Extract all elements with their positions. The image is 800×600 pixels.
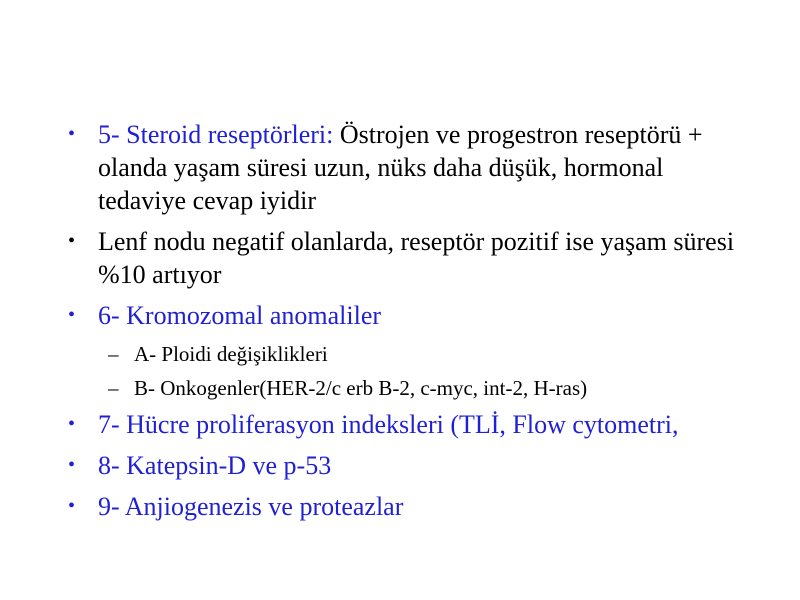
bullet-text: 8- Katepsin-D ve p-53 [98,451,332,480]
sub-item-oncogenes [64,374,754,402]
bullet-body-text: Östrojen ve progestron reseptörü + olanda yaşam süresi uzun, nüks daha düşük, hormonal tedaviye cevap iyidir [98,120,703,215]
bullet-text: 7- Hücre proliferasyon indeksleri (TLİ, Flow cytometri, [98,410,679,439]
sub-item-text: A- Ploidi değişiklikleri [134,342,328,366]
bullet-item-proliferation [64,408,754,441]
bullet-item-chromosomal [64,299,754,332]
dash-icon: – [108,342,119,366]
dash-icon: – [108,376,119,400]
bullet-icon: • [68,413,76,435]
bullet-item-lymph-node [64,225,754,291]
bullet-icon: • [68,123,76,145]
bullet-text: 6- Kromozomal anomaliler [98,301,382,330]
bullet-lead-text: 5- Steroid reseptörleri: [98,120,334,149]
sub-item-text: B- Onkogenler(HER-2/c erb B-2, c-myc, int-2, H-ras) [134,376,588,400]
bullet-icon: • [68,454,76,476]
bullet-text: Lenf nodu negatif olanlarda, reseptör pozitif ise yaşam süresi %10 artıyor [98,227,735,289]
bullet-list [64,118,754,531]
bullet-icon: • [68,230,76,252]
bullet-text: 9- Anjiogenezis ve proteazlar [98,492,404,521]
bullet-icon: • [68,495,76,517]
sub-item-ploidy [64,340,754,368]
bullet-item-angiogenesis [64,490,754,523]
bullet-item-steroid-receptors [64,118,754,217]
bullet-icon: • [68,304,76,326]
bullet-item-cathepsin [64,449,754,482]
